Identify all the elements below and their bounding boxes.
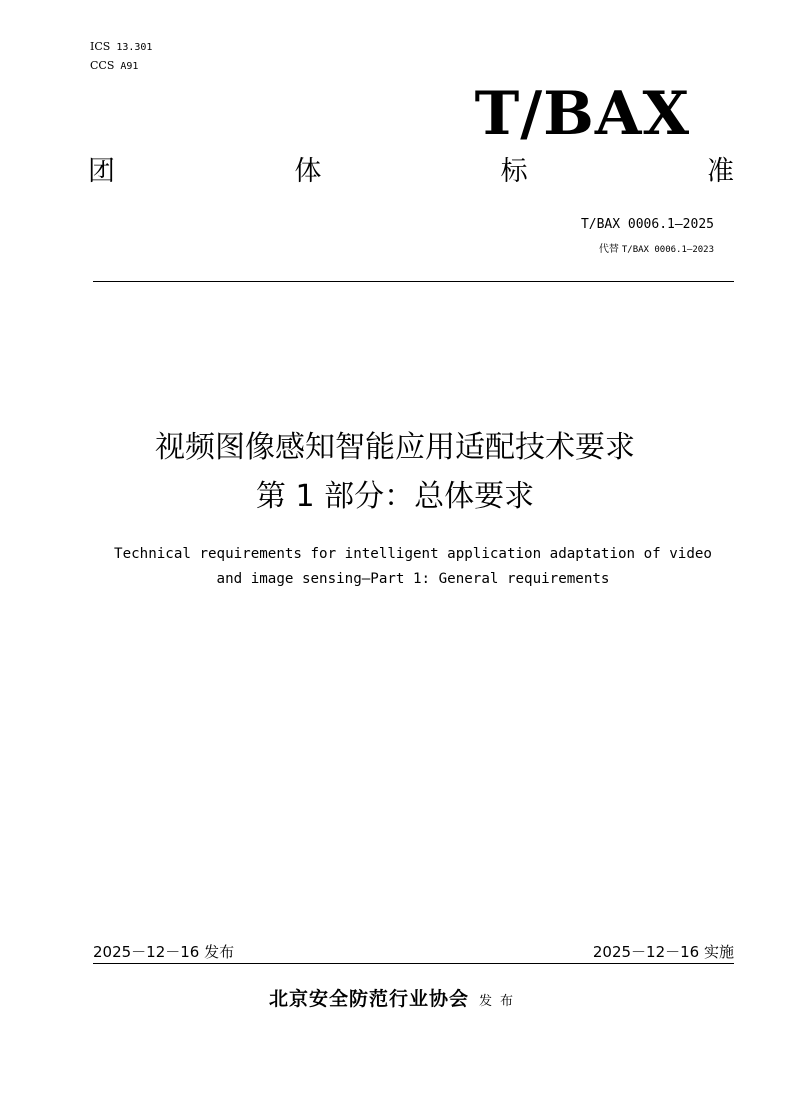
title-cn-main: 视频图像感知智能应用适配技术要求 — [155, 430, 635, 465]
ics-value: 13.301 — [116, 42, 153, 53]
issuer-name: 北京安全防范行业协会 — [268, 988, 469, 1010]
issuer-line — [0, 984, 790, 1017]
replaces-number: T/BAX 0006.1—2023 — [621, 245, 714, 255]
standard-category — [88, 152, 734, 192]
ics-label: ICS — [90, 40, 111, 53]
replaces-label: 代替 — [598, 244, 619, 255]
ccs-line — [90, 59, 138, 74]
ics-line — [90, 40, 152, 55]
issuer-suffix: 发布 — [479, 994, 522, 1009]
category-char: 标 — [500, 156, 528, 187]
category-char: 准 — [706, 156, 734, 187]
header-divider — [93, 281, 734, 282]
title-en-line1: Technical requirements for intelligent application adaptation of video — [114, 546, 712, 562]
standard-logo: T/BAX — [474, 79, 690, 149]
publish-date: 2025－12－16 发布 — [93, 943, 235, 961]
footer-divider — [93, 963, 734, 964]
implement-date: 2025－12－16 实施 — [592, 943, 734, 961]
title-cn-part: 第 1 部分：总体要求 — [255, 479, 535, 514]
standard-number: T/BAX 0006.1—2025 — [580, 217, 714, 232]
category-char: 团 — [88, 156, 115, 187]
ccs-value: A91 — [120, 61, 139, 72]
ccs-label: CCS — [90, 59, 115, 72]
replaces-line — [599, 243, 714, 257]
title-en-line2: and image sensing—Part 1: General requirements — [216, 571, 610, 587]
category-char: 体 — [294, 156, 322, 187]
